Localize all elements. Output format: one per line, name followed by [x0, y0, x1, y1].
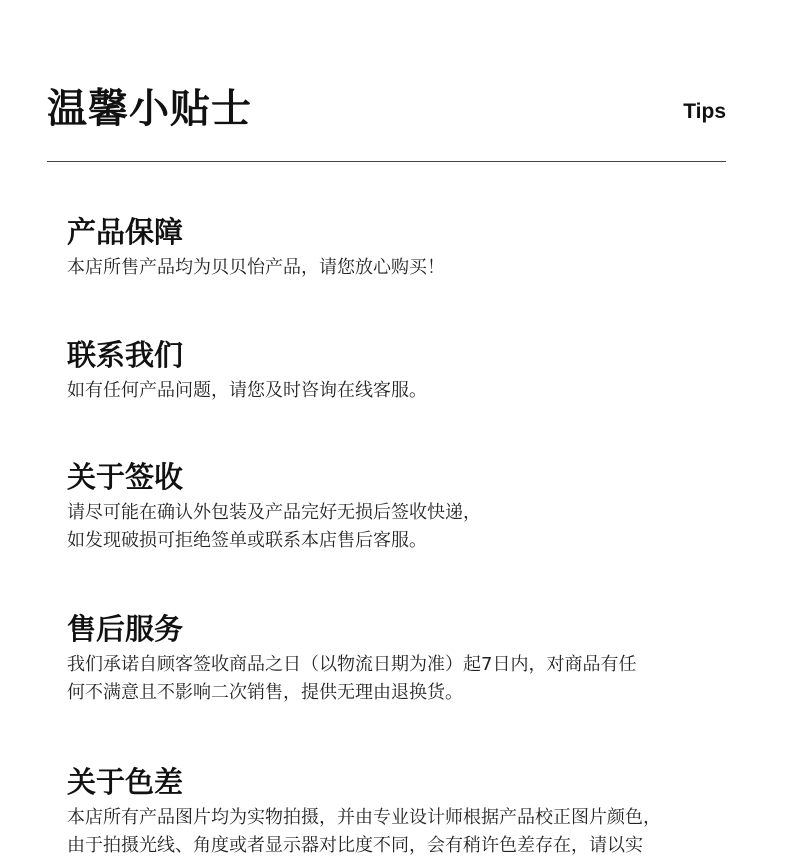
- section-text-line: 如发现破损可拒绝签单或联系本店售后客服。: [67, 530, 427, 551]
- section-after-sales: [67, 611, 747, 707]
- section-body: [67, 377, 747, 405]
- section-text-line: 本店所售产品均为贝贝怡产品，请您放心购买！: [67, 257, 445, 278]
- section-body: [67, 254, 747, 282]
- section-title: 关于签收: [67, 460, 184, 494]
- section-title: 联系我们: [67, 338, 184, 372]
- page-subtitle: Tips: [683, 100, 726, 123]
- section-text-line: 本店所有产品图片均为实物拍摄，并由专业设计师根据产品校正图片颜色，: [67, 807, 661, 828]
- section-contact-us: [67, 337, 747, 405]
- section-delivery-signing: [67, 459, 747, 555]
- section-product-guarantee: [67, 214, 747, 282]
- section-text-line: 请尽可能在确认外包装及产品完好无损后签收快递，: [67, 502, 481, 523]
- page-title: 温馨小贴士: [47, 86, 252, 132]
- section-title: 关于色差: [67, 765, 184, 799]
- section-body: [67, 499, 747, 555]
- section-text-line: 如有任何产品问题，请您及时咨询在线客服。: [67, 380, 427, 401]
- section-body: [67, 804, 747, 860]
- tips-header: [47, 84, 726, 134]
- section-text-line: 何不满意且不影响二次销售，提供无理由退换货。: [67, 682, 463, 703]
- section-text-line: 我们承诺自顾客签收商品之日（以物流日期为准）起7日内，对商品有任: [67, 654, 637, 675]
- section-body: [67, 651, 747, 707]
- section-title: 产品保障: [67, 215, 184, 249]
- section-color-difference: [67, 764, 747, 860]
- section-title: 售后服务: [67, 612, 184, 646]
- section-text-line: 由于拍摄光线、角度或者显示器对比度不同，会有稍许色差存在，请以实: [67, 835, 643, 856]
- header-divider: [47, 161, 726, 162]
